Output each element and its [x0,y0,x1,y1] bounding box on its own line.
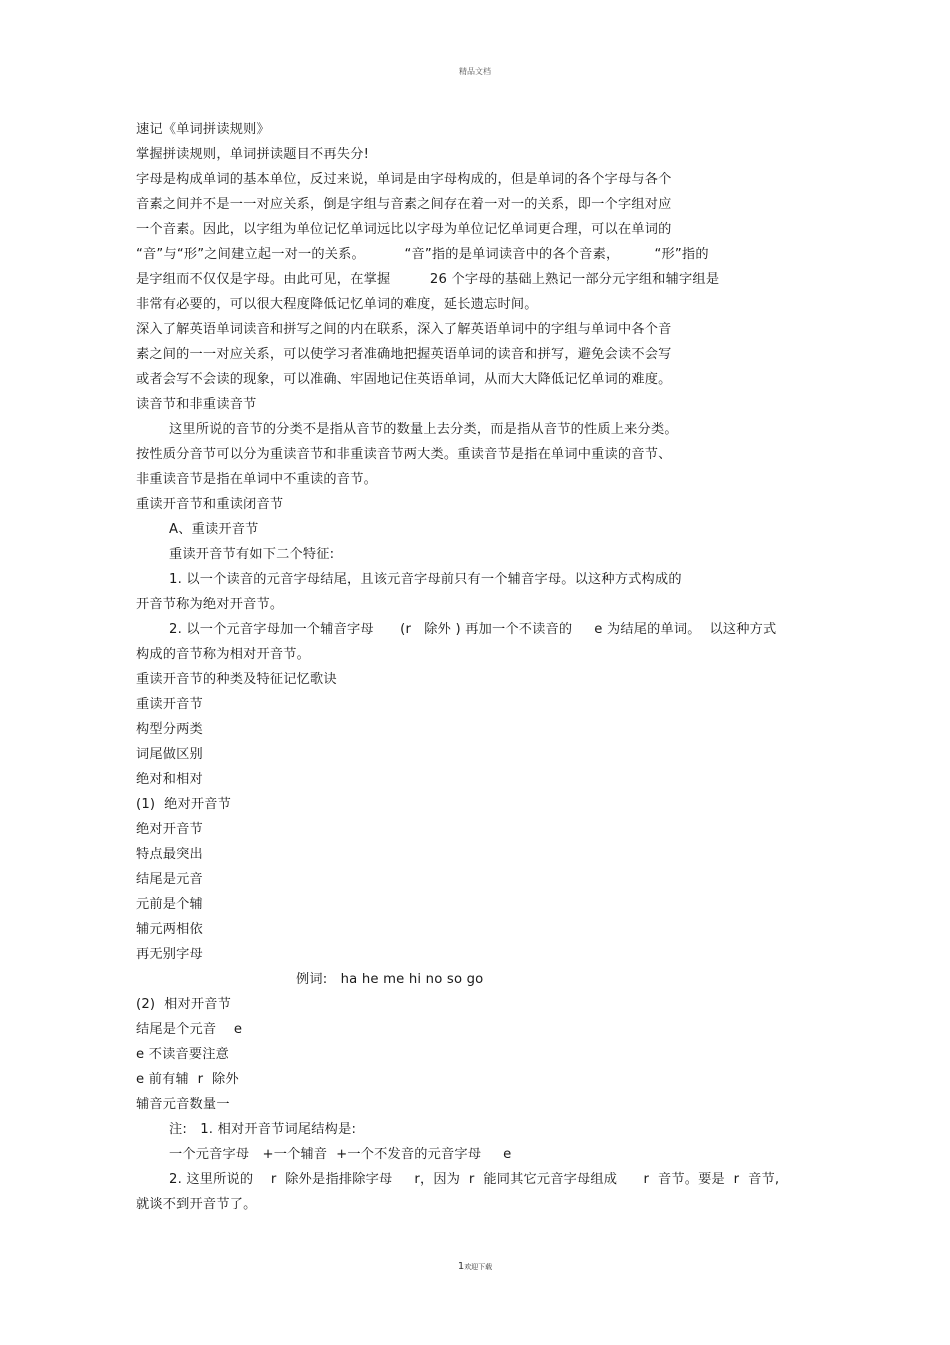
verse-line: 绝对开音节 [136,822,203,837]
paragraph-line: 或者会写不会读的现象，可以准确、牢固地记住英语单词，从而大大降低记忆单词的难度。 [136,372,672,387]
paragraph-line: 字母是构成单词的基本单位，反过来说，单词是由字母构成的，但是单词的各个字母与各个 [136,172,672,187]
document-body [136,117,816,1217]
paragraph-line: 素之间的一一对应关系，可以使学习者准确地把握英语单词的读音和拼写，避免会读不会写 [136,347,672,362]
paragraph-line: 深入了解英语单词读音和拼写之间的内在联系，深入了解英语单词中的字组与单词中各个音 [136,322,672,337]
verse-line: 辅音元音数量一 [136,1097,230,1112]
subsection-heading: A、重读开音节 [169,522,259,537]
paragraph-line: 一个音素。因此，以字组为单位记忆单词远比以字母为单位记忆单词更合理，可以在单词的 [136,222,672,237]
paragraph-line: 非常有必要的，可以很大程度降低记忆单词的难度，延长遗忘时间。 [136,297,538,312]
paragraph-line: 非重读音节是指在单词中不重读的音节。 [136,472,377,487]
page-header: 精品文档 [459,67,491,76]
paragraph-line: 构成的音节称为相对开音节。 [136,647,311,662]
verse-line: 特点最突出 [136,847,203,862]
example-words: 例词: ha he me hi no so go [296,972,484,987]
section-heading: 读音节和非重读音节 [136,397,257,412]
paragraph-line: 是字组而不仅仅是字母。由此可见，在掌握 26 个字母的基础上熟记一部分元字组和辅字组是 [136,272,720,287]
paragraph-line: 这里所说的音节的分类不是指从音节的数量上去分类，而是指从音节的性质上来分类。 [169,422,678,437]
verse-line: e 不读音要注意 [136,1047,230,1062]
verse-line: 词尾做区别 [136,747,203,762]
subtitle: 掌握拼读规则，单词拼读题目不再失分! [136,147,370,162]
page-number: 1 [457,1261,465,1272]
paragraph-line: 重读开音节有如下二个特征: [169,547,335,562]
verse-line: 再无别字母 [136,947,203,962]
paragraph-line: 音素之间并不是一一对应关系，倒是字组与音素之间存在着一对一的关系，即一个字组对应 [136,197,672,212]
verse-line: 构型分两类 [136,722,203,737]
verse-line: 结尾是个元音 e [136,1022,243,1037]
verse-line: 辅元两相依 [136,922,203,937]
verse-line: 重读开音节 [136,697,203,712]
paragraph-line: 按性质分音节可以分为重读音节和非重读音节两大类。重读音节是指在单词中重读的音节、 [136,447,672,462]
note-line: 一个元音字母 +一个辅音 +一个不发音的元音字母 e [169,1147,512,1162]
note-line: 注: 1. 相对开音节词尾结构是: [169,1122,357,1137]
list-item: 2. 以一个元音字母加一个辅音字母 (r 除外 ) 再加一个不读音的 e 为结尾的单词。 以这种方式 [169,622,777,637]
subsection-heading: (1) 绝对开音节 [136,797,232,812]
verse-line: 结尾是元音 [136,872,203,887]
paragraph-line: “音”与“形”之间建立起一对一的关系。 “音”指的是单词读音中的各个音素， “形”指的 [136,247,709,262]
footer-text: 欢迎下载 [464,1263,493,1271]
document-title: 速记《单词拼读规则》 [136,122,270,137]
verse-line: e 前有辅 r 除外 [136,1072,239,1087]
list-item: 1. 以一个读音的元音字母结尾，且该元音字母前只有一个辅音字母。以这种方式构成的 [169,572,682,587]
section-heading: 重读开音节的种类及特征记忆歌诀 [136,672,337,687]
section-heading: 重读开音节和重读闭音节 [136,497,284,512]
note-line: 2. 这里所说的 r 除外是指排除字母 r，因为 r 能同其它元音字母组成 r 音节。要是 r 音节, [169,1172,780,1187]
note-line: 就谈不到开音节了。 [136,1197,257,1212]
paragraph-line: 开音节称为绝对开音节。 [136,597,284,612]
page-footer [0,1261,950,1272]
verse-line: 元前是个辅 [136,897,203,912]
verse-line: 绝对和相对 [136,772,203,787]
subsection-heading: (2) 相对开音节 [136,997,232,1012]
